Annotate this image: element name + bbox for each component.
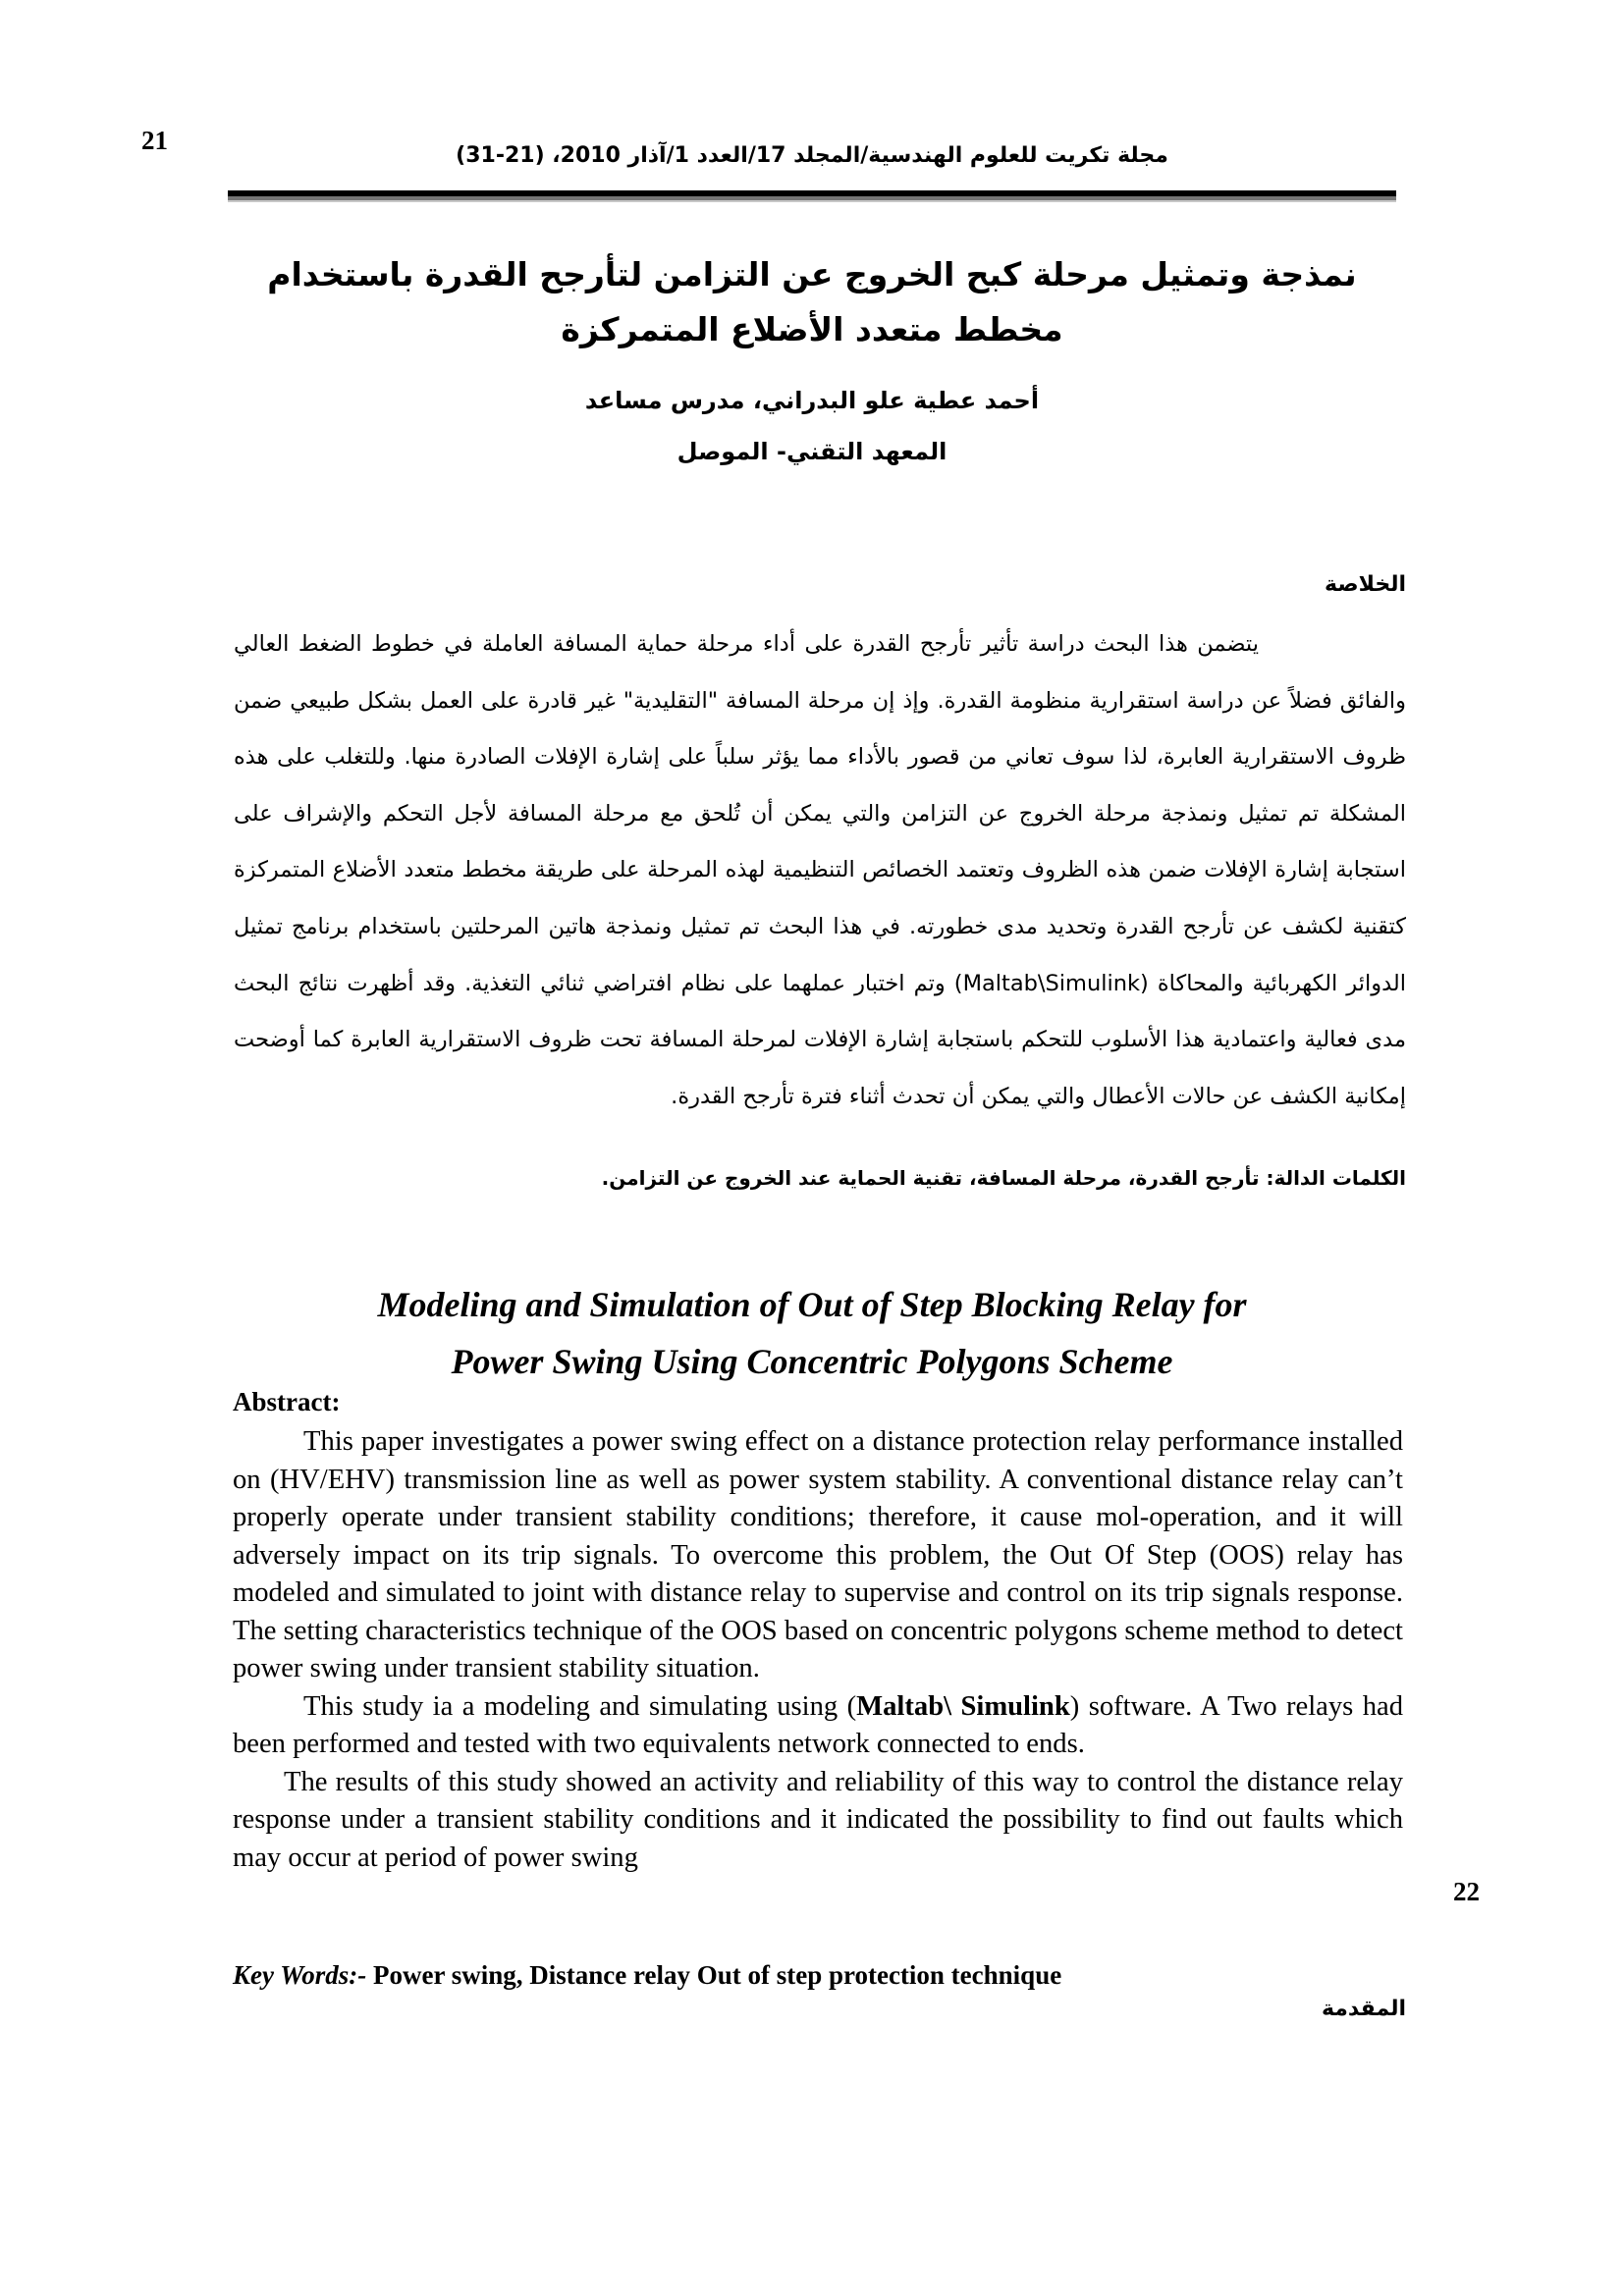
keywords-text: Power swing, Distance relay Out of step protection technique bbox=[366, 1960, 1062, 1990]
page-number-top: 21 bbox=[141, 126, 168, 155]
arabic-keywords: الكلمات الدالة: تأرجح القدرة، مرحلة المسافة، تقنية الحماية عند الخروج عن التزامن. bbox=[601, 1166, 1406, 1190]
arabic-title-line-2: مخطط متعدد الأضلاع المتمركزة bbox=[561, 310, 1063, 348]
english-abstract-heading: Abstract: bbox=[233, 1387, 341, 1416]
arabic-abstract bbox=[234, 616, 1406, 1125]
arabic-abstract-heading: الخلاصة bbox=[1325, 572, 1406, 597]
keywords-label: Key Words:- bbox=[233, 1960, 367, 1990]
software-name: Maltab\ Simulink bbox=[856, 1690, 1070, 1722]
author-name: أحمد عطية علو البدراني، مدرس مساعد bbox=[584, 387, 1040, 414]
english-keywords bbox=[233, 1956, 1061, 1994]
english-title-line-1: Modeling and Simulation of Out of Step Blocking Relay for bbox=[377, 1285, 1247, 1324]
para2-text-before: This study ia a modeling and simulating using ( bbox=[303, 1690, 857, 1722]
arabic-title bbox=[228, 247, 1396, 357]
para2-text-after: ) software. A Two relays had been performed and tested with two equivalents network connected to ends. bbox=[233, 1690, 1404, 1759]
english-abstract bbox=[233, 1423, 1403, 1877]
english-title bbox=[228, 1276, 1396, 1390]
abstract-paragraph-2 bbox=[233, 1688, 1403, 1764]
abstract-paragraph-3: The results of this study showed an activity and reliability of this way to control the distance relay response under a transient stability conditions and it indicated the possibility to find out faults which may occur at period of power swing bbox=[233, 1766, 1403, 1873]
arabic-abstract-text: يتضمن هذا البحث دراسة تأثير تأرجح القدرة على أداء مرحلة حماية المسافة العاملة في خطوط الضغط العالي والفائق فضلاً عن دراسة استقرارية منظومة القدرة. وإذ إن مرحلة المسافة "التقليدية" غير قادرة على العمل بشكل طبيعي ضمن ظروف الاستقرارية العابرة، لذا سوف تعاني من قصور بالأداء مما يؤثر سلباً على إشارة الإفلات الصادرة منها. وللتغلب على هذه المشكلة تم تمثيل ونمذجة مرحلة الخروج عن التزامن والتي يمكن أن تُلحق مع مرحلة المسافة لأجل التحكم والإشراف على استجابة إشارة الإفلات ضمن هذه الظروف وتعتمد الخصائص التنظيمية لهذه المرحلة على طريقة مخطط متعدد الأضلاع المتمركزة كتقنية لكشف عن تأرجح القدرة وتحديد مدى خطورته. في هذا البحث تم تمثيل ونمذجة هاتين المرحلتين باستخدام برنامج تمثيل الدوائر الكهربائية والمحاكاة (Maltab\Simulink) وتم اختبار عملهما على نظام افتراضي ثنائي التغذية. وقد أظهرت نتائج البحث مدى فعالية واعتمادية هذا الأسلوب للتحكم باستجابة إشارة الإفلات لمرحلة المسافة تحت ظروف الاستقرارية العابرة كما أوضحت إمكانية الكشف عن حالات الأعطال والتي يمكن أن تحدث أثناء فترة تأرجح القدرة. bbox=[234, 631, 1406, 1109]
arabic-author-block bbox=[228, 375, 1396, 477]
header-rule-light bbox=[228, 200, 1396, 202]
header-rule bbox=[228, 190, 1396, 200]
english-title-line-2: Power Swing Using Concentric Polygons Scheme bbox=[451, 1342, 1173, 1381]
arabic-title-line-1: نمذجة وتمثيل مرحلة كبح الخروج عن التزامن لتأرجح القدرة باستخدام bbox=[267, 255, 1357, 294]
author-affiliation: المعهد التقني- الموصل bbox=[677, 438, 947, 465]
page-number-side: 22 bbox=[1453, 1877, 1480, 1906]
journal-running-head: مجلة تكريت للعلوم الهندسية/المجلد 17/العدد 1/آذار 2010، (21-31) bbox=[456, 143, 1168, 168]
introduction-heading: المقدمة bbox=[1321, 1997, 1406, 2021]
abstract-paragraph-1: This paper investigates a power swing effect on a distance protection relay performance installed on (HV/EHV) transmission line as well as power system stability. A conventional distance relay can’t properly operate under transient stability conditions; therefore, it cause mol-operation, and it will adversely impact on its trip signals. To overcome this problem, the Out Of Step (OOS) relay has modeled and simulated to joint with distance relay to supervise and control on its trip signals response. The setting characteristics technique of the OOS based on concentric polygons scheme method to detect power swing under transient stability situation. bbox=[233, 1426, 1403, 1683]
